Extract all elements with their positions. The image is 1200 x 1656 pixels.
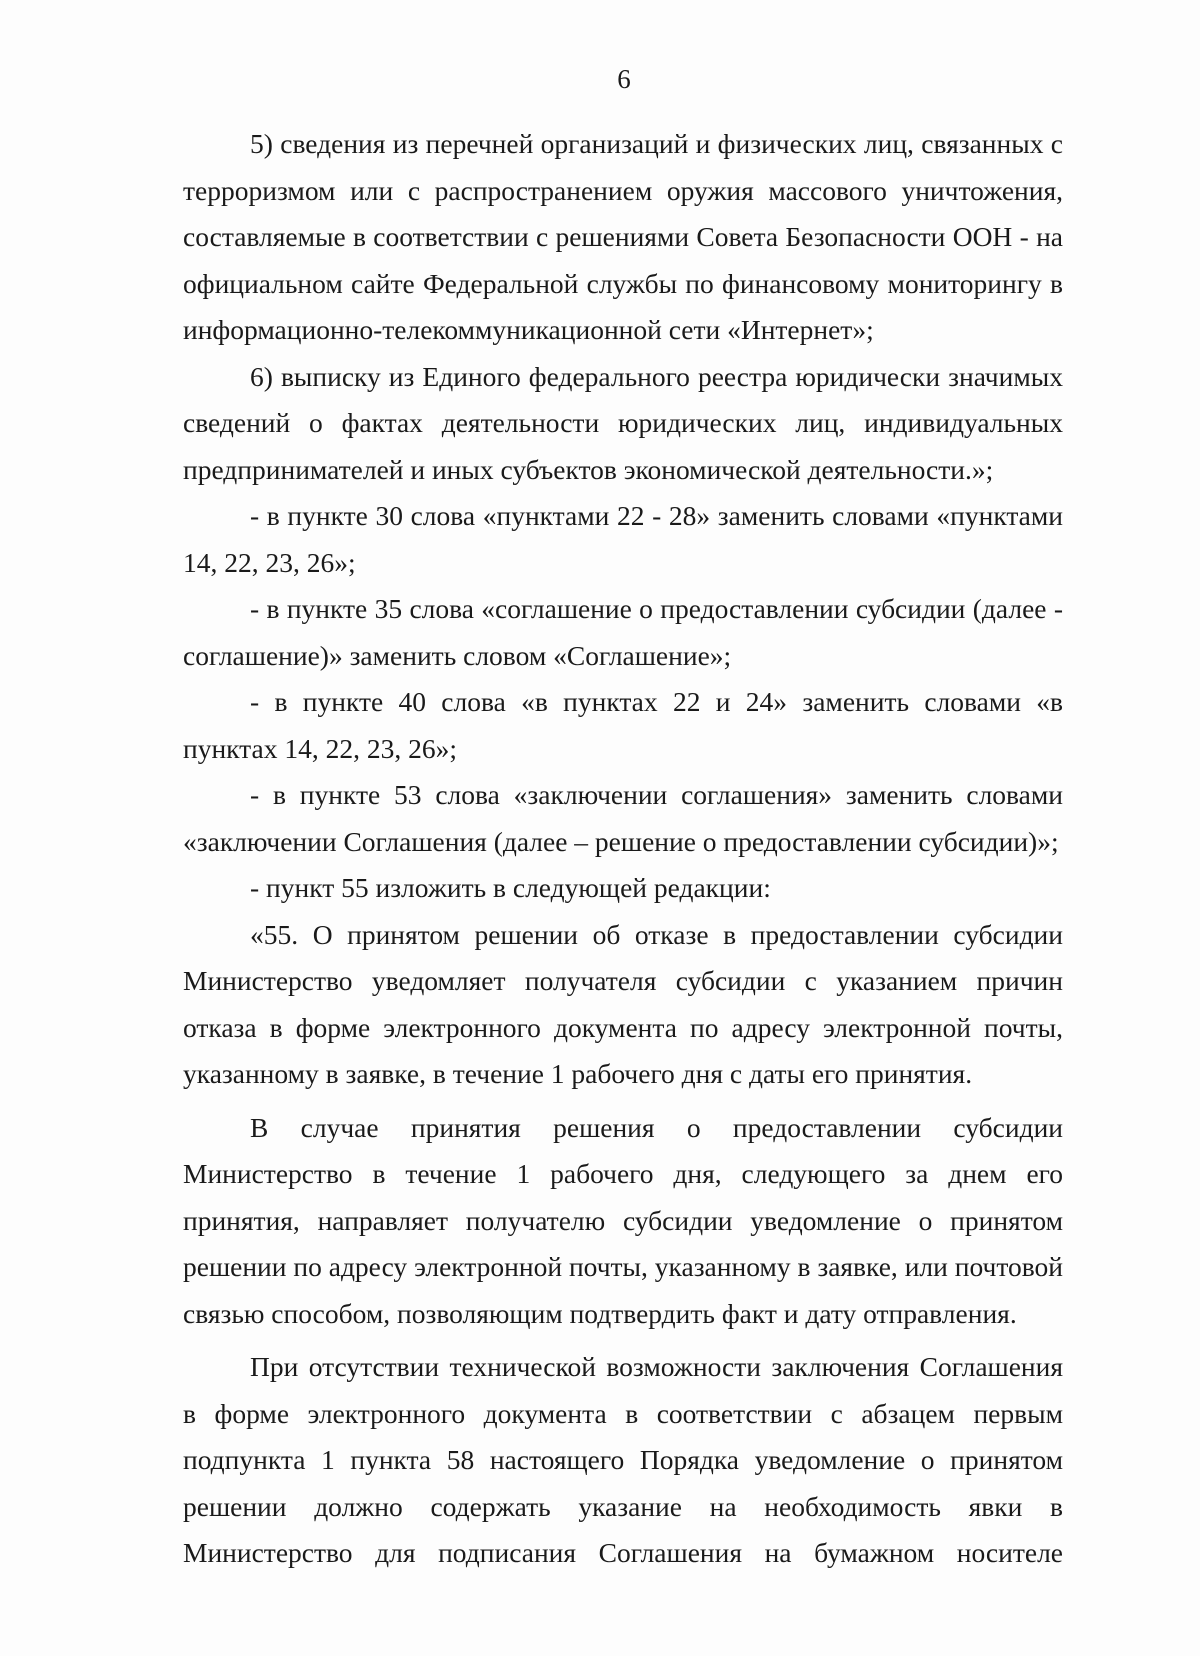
paragraph-no-technical-possibility: При отсутствии технической возможности заключения Соглашения в форме электронного документа в соответствии с абзацем первым подпункта 1 пункта 58 настоящего Порядка уведомление о принятом решении должно содержать указание на необходимость явки в Министерство для подписания Соглашения на бумажном носителе: [183, 1351, 1063, 1568]
paragraph-amend-35: - в пункте 35 слова «соглашение о предоставлении субсидии (далее - соглашение)» заменить словом «Соглашение»;: [183, 593, 1063, 671]
document-body: [183, 121, 1063, 1577]
paragraph-item-6: 6) выписку из Единого федерального реестра юридически значимых сведений о фактах деятельности юридических лиц, индивидуальных предпринимателей и иных субъектов экономической деятельности.»;: [183, 360, 1063, 485]
paragraph-amend-55: - пункт 55 изложить в следующей редакции:: [250, 872, 771, 903]
paragraph-amend-40: - в пункте 40 слова «в пунктах 22 и 24» заменить словами «в пунктах 14, 22, 23, 26»;: [183, 686, 1063, 764]
page-number: 6: [617, 64, 631, 94]
paragraph-amend-53: - в пункте 53 слова «заключении соглашения» заменить словами «заключении Соглашения (далее – решение о предоставлении субсидии)»;: [183, 779, 1063, 857]
paragraph-item-5: 5) сведения из перечней организаций и физических лиц, связанных с терроризмом или с распространением оружия массового уничтожения, составляемые в соответствии с решениями Совета Безопасности ООН - на официальном сайте Федеральной службы по финансовому мониторингу в информационно-телекоммуникационной сети «Интернет»;: [183, 128, 1063, 345]
paragraph-decision-notice: В случае принятия решения о предоставлении субсидии Министерство в течение 1 рабочего дня, следующего за днем его принятия, направляет получателю субсидии уведомление о принятом решении по адресу электронной почты, указанному в заявке, или почтовой связью способом, позволяющим подтвердить факт и дату отправления.: [183, 1111, 1063, 1329]
paragraph-point-55: «55. О принятом решении об отказе в предоставлении субсидии Министерство уведомляет получателя субсидии с указанием причин отказа в форме электронного документа по адресу электронной почты, указанному в заявке, в течение 1 рабочего дня с даты его принятия.: [183, 918, 1063, 1089]
paragraph-amend-30: - в пункте 30 слова «пунктами 22 - 28» заменить словами «пунктами 14, 22, 23, 26»;: [183, 500, 1063, 578]
paragraph-gap: [183, 1098, 1063, 1105]
paragraph-gap: [183, 1337, 1063, 1344]
